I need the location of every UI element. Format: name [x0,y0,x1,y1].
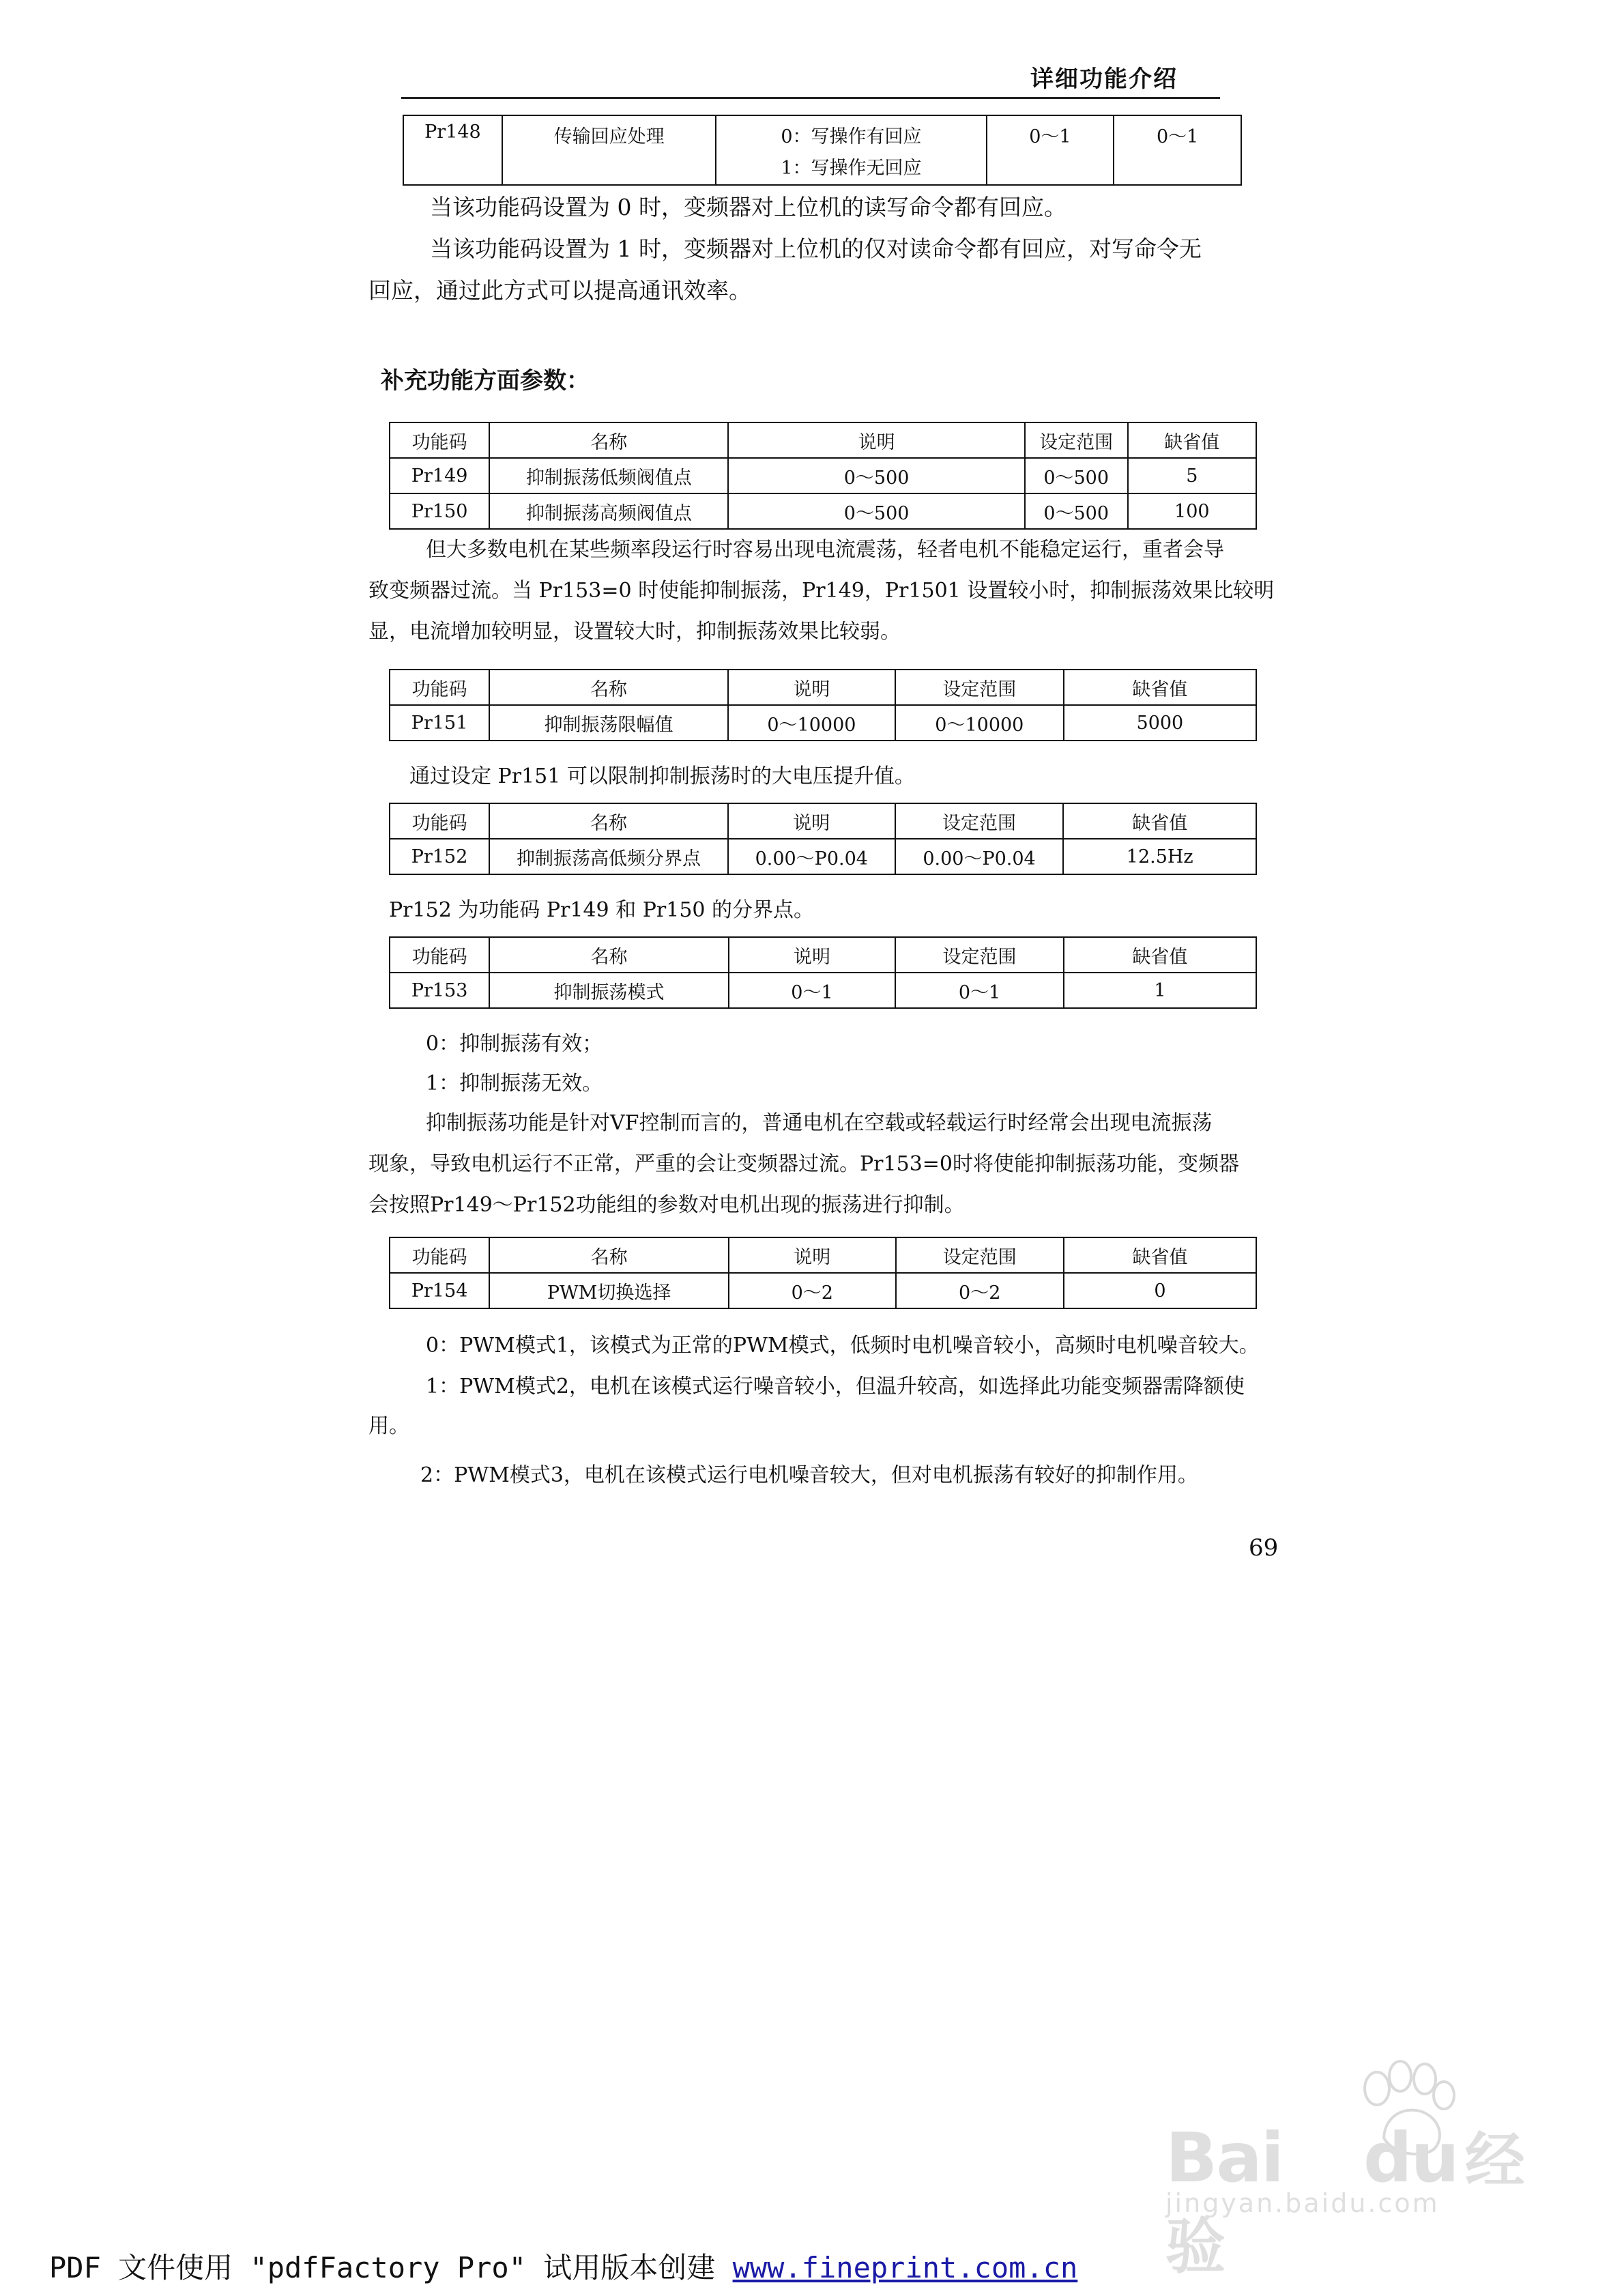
table-row [390,1273,1256,1308]
desc-line: 0：写操作有回应 [781,126,922,147]
footer-text: PDF 文件使用 "pdfFactory Pro" 试用版本创建 [49,2251,733,2284]
cell: Pr151 [390,705,489,741]
header-cell: 设定范围 [895,670,1064,705]
table-pr151 [389,669,1257,741]
paragraph-line: 当该功能码设置为 0 时，变频器对上位机的读写命令都有回应。 [430,194,1067,220]
paragraph-line: 通过设定 Pr151 可以限制抑制振荡时的大电压提升值。 [409,764,915,788]
section-title: 补充功能方面参数： [381,367,590,394]
table-pr152 [389,803,1257,875]
baidu-jingyan-watermark [1160,2048,1542,2282]
header-cell: 说明 [728,670,895,705]
paragraph-line: 当该功能码设置为 1 时，变频器对上位机的仅对读命令都有回应，对写命令无 [430,235,1202,262]
cell: 抑制振荡模式 [489,973,728,1008]
header-cell: 缺省值 [1064,670,1256,705]
cell-range: 0～1 [987,115,1114,185]
cell: 0～500 [728,458,1024,493]
cell: Pr152 [390,839,489,874]
cell: Pr150 [390,493,489,529]
header-cell: 缺省值 [1063,803,1256,839]
header-cell: 缺省值 [1064,1237,1256,1273]
paragraph-line: 但大多数电机在某些频率段运行时容易出现电流震荡，轻者电机不能稳定运行，重者会导 [426,538,1224,562]
cell: 抑制振荡低频阀值点 [489,458,728,493]
paragraph-line: Pr152 为功能码 Pr149 和 Pr150 的分界点。 [389,898,815,922]
cell-desc [716,115,986,185]
table-row [390,458,1256,493]
header-cell: 缺省值 [1064,937,1256,973]
paragraph-line: 致变频器过流。当 Pr153=0 时使能抑制振荡，Pr149，Pr1501 设置较小时，抑制振荡效果比较明 [368,579,1275,603]
watermark-brand: Bai [1165,2118,1283,2198]
header-cell: 说明 [728,422,1024,458]
cell: 0～1 [729,973,896,1008]
cell: 0～500 [1025,493,1128,529]
header-cell: 名称 [489,422,728,458]
cell: 抑制振荡高频阀值点 [489,493,728,529]
header-cell: 说明 [728,803,895,839]
paragraph-line: 2：PWM模式3，电机在该模式运行电机噪音较大，但对电机振荡有较好的抑制作用。 [420,1463,1198,1487]
paragraph-line: 0：PWM模式1，该模式为正常的PWM模式，低频时电机噪音较小，高频时电机噪音较大。 [426,1334,1260,1358]
table-pr149-150 [389,422,1257,530]
cell: 0.00～P0.04 [728,839,895,874]
paragraph-line: 抑制振荡功能是针对VF控制而言的，普通电机在空载或轻载运行时经常会出现电流振荡 [426,1111,1213,1135]
watermark-url: jingyan.baidu.com [1165,2188,1440,2218]
cell: 0～10000 [895,705,1064,741]
cell: 0 [1064,1273,1256,1308]
pdf-footer [49,2245,1077,2286]
paragraph-line: 用。 [368,1414,409,1438]
paragraph-line: 0：抑制振荡有效； [426,1032,603,1056]
cell: 0～500 [1025,458,1128,493]
header-cell: 缺省值 [1128,422,1256,458]
paragraph-line: 1：PWM模式2，电机在该模式运行噪音较小，但温升较高，如选择此功能变频器需降额使 [426,1375,1245,1398]
header-cell: 说明 [729,937,896,973]
cell-default: 0～1 [1114,115,1241,185]
cell-name: 传输回应处理 [502,115,716,185]
cell: 0～500 [728,493,1024,529]
table-pr153 [389,936,1257,1009]
cell: 抑制振荡限幅值 [489,705,728,741]
header-cell: 功能码 [390,803,489,839]
table-row [390,839,1256,874]
header-cell: 名称 [489,1237,729,1273]
cell: 1 [1064,973,1256,1008]
header-cell: 名称 [489,937,728,973]
table-pr148 [403,115,1242,186]
cell: 0～2 [729,1273,895,1308]
cell: Pr153 [390,973,489,1008]
header-cell: 功能码 [390,670,489,705]
page-number: 69 [1249,1534,1279,1562]
cell: 5000 [1064,705,1256,741]
paragraph-line: 显，电流增加较明显，设置较大时，抑制振荡效果比较弱。 [368,620,901,644]
header-cell: 功能码 [390,422,489,458]
cell: 0～1 [895,973,1064,1008]
header-cell: 设定范围 [1025,422,1128,458]
cell-code: Pr148 [403,115,502,185]
cell: 0～2 [896,1273,1064,1308]
cell: Pr149 [390,458,489,493]
header-cell: 名称 [489,670,728,705]
header-cell: 说明 [729,1237,895,1273]
header-cell: 功能码 [390,1237,489,1273]
cell: 100 [1128,493,1256,529]
header-cell: 名称 [489,803,728,839]
desc-line: 1：写操作无回应 [781,158,922,179]
paragraph-line: 回应，通过此方式可以提高通讯效率。 [368,277,751,304]
paragraph-line: 会按照Pr149～Pr152功能组的参数对电机出现的振荡进行抑制。 [368,1193,965,1217]
cell: 0.00～P0.04 [895,839,1064,874]
table-pr154 [389,1237,1257,1309]
table-row [390,493,1256,529]
cell: PWM切换选择 [489,1273,729,1308]
header-rule [401,97,1220,99]
header-title: 详细功能介绍 [1030,66,1178,93]
header-cell: 设定范围 [895,937,1064,973]
cell: 0～10000 [728,705,895,741]
header-cell: 设定范围 [895,803,1064,839]
paragraph-line: 现象，导致电机运行不正常，严重的会让变频器过流。Pr153=0时将使能抑制振荡功能，变频器 [368,1152,1240,1176]
table-row [390,973,1256,1008]
watermark-brand-end: du [1363,2118,1458,2198]
watermark-product: 经验 [1165,2125,1524,2282]
cell: 抑制振荡高低频分界点 [489,839,728,874]
cell: Pr154 [390,1273,489,1308]
cell: 5 [1128,458,1256,493]
header-cell: 功能码 [390,937,489,973]
table-row [390,705,1256,741]
cell: 12.5Hz [1063,839,1256,874]
footer-link[interactable]: www.fineprint.com.cn [732,2251,1078,2284]
header-cell: 设定范围 [896,1237,1064,1273]
paragraph-line: 1：抑制振荡无效。 [426,1072,603,1095]
